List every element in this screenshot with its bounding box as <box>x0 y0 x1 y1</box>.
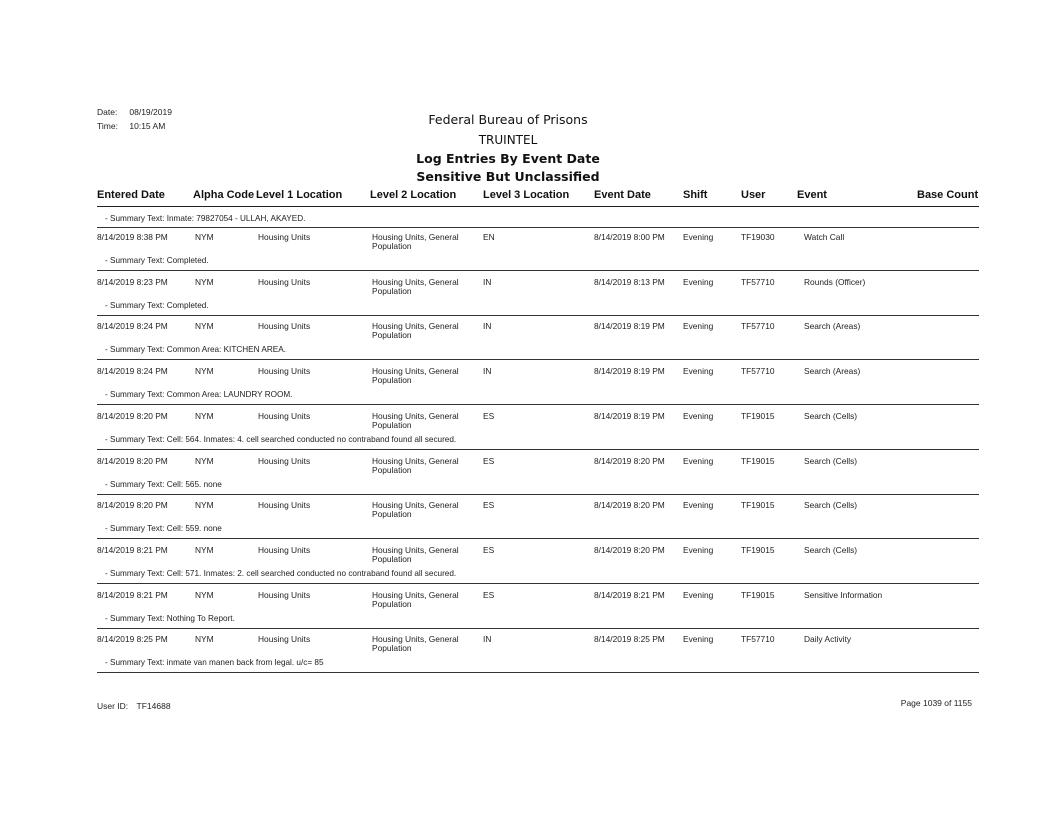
entered-date-cell: 8/14/2019 8:23 PM <box>97 276 168 287</box>
user-cell: TF19015 <box>741 410 775 421</box>
alpha-code-cell: NYM <box>195 366 214 377</box>
row-divider <box>97 227 979 228</box>
shift-cell: Evening <box>683 544 714 555</box>
shift-cell: Evening <box>683 455 714 466</box>
user-cell: TF19030 <box>741 232 775 242</box>
summary-text: - Summary Text: Common Area: LAUNDRY ROOM. <box>105 390 293 400</box>
user-cell: TF19015 <box>741 500 775 511</box>
entered-date-cell: 8/14/2019 8:38 PM <box>97 232 168 242</box>
event-date-cell: 8/14/2019 8:25 PM <box>594 634 665 645</box>
entered-date-cell: 8/14/2019 8:21 PM <box>97 589 168 600</box>
level2-location-cell-line2: Population <box>372 241 412 251</box>
event-cell: Search (Cells) <box>804 544 858 555</box>
footer-user-label: User ID: <box>97 701 129 711</box>
page-number: Page 1039 of 1155 <box>900 698 972 708</box>
row-divider <box>97 494 979 495</box>
alpha-code-cell: NYM <box>195 321 214 332</box>
top-summary: - Summary Text: Inmate: 79827054 - ULLAH, AKAYED. <box>105 214 306 223</box>
row-divider <box>97 449 979 450</box>
level1-location-cell: Housing Units <box>258 500 311 511</box>
event-date-cell: 8/14/2019 8:19 PM <box>594 321 665 332</box>
level2-location-cell: Housing Units, General <box>372 544 459 555</box>
level3-location-cell: IN <box>483 366 492 377</box>
col-shift: Shift <box>683 189 708 201</box>
event-date-cell: 8/14/2019 8:20 PM <box>594 544 665 555</box>
user-cell: TF19015 <box>741 589 775 600</box>
level2-location-cell: Housing Units, General <box>372 410 459 421</box>
level3-location-cell: IN <box>483 276 492 287</box>
summary-text: - Summary Text: Completed. <box>105 256 209 265</box>
shift-cell: Evening <box>683 634 714 645</box>
col-event-date: Event Date <box>594 189 651 201</box>
event-cell: Search (Cells) <box>804 455 858 466</box>
alpha-code-cell: NYM <box>195 232 214 242</box>
summary-text: - Summary Text: Nothing To Report. <box>105 613 235 623</box>
level2-location-cell: Housing Units, General <box>372 589 459 600</box>
row-divider <box>97 538 979 539</box>
level3-location-cell: ES <box>483 589 495 600</box>
row-divider <box>97 628 979 629</box>
shift-cell: Evening <box>683 500 714 511</box>
level2-location-cell: Housing Units, General <box>372 366 459 377</box>
level3-location-cell: IN <box>483 321 492 332</box>
level2-location-cell-line2: Population <box>372 643 412 654</box>
level3-location-cell: ES <box>483 544 495 555</box>
col-user: User <box>741 189 766 201</box>
user-cell: TF19015 <box>741 455 775 466</box>
summary-text: - Summary Text: Cell: 565. none <box>105 479 222 489</box>
alpha-code-cell: NYM <box>195 410 214 421</box>
alpha-code-cell: NYM <box>195 500 214 511</box>
event-cell: Watch Call <box>804 232 845 242</box>
level2-location-cell-line2: Population <box>372 375 412 386</box>
event-date-cell: 8/14/2019 8:20 PM <box>594 500 665 511</box>
row-divider <box>97 315 979 316</box>
event-cell: Search (Areas) <box>804 366 861 377</box>
summary-text: - Summary Text: inmate van manen back from legal. u/c= 85 <box>105 658 324 668</box>
level2-location-cell-line2: Population <box>372 598 412 609</box>
user-cell: TF57710 <box>741 321 775 332</box>
summary-text: - Summary Text: Cell: 559. none <box>105 524 222 534</box>
level2-location-cell: Housing Units, General <box>372 321 459 332</box>
level2-location-cell: Housing Units, General <box>372 500 459 511</box>
summary-text: - Summary Text: Common Area: KITCHEN AREA. <box>105 345 286 355</box>
event-cell: Daily Activity <box>804 634 852 645</box>
summary-text: - Summary Text: Cell: 571. Inmates: 2. cell searched conducted no contraband found all secured. <box>105 568 457 578</box>
report-system: TRUINTEL <box>478 133 538 147</box>
level3-location-cell: EN <box>483 232 495 242</box>
user-cell: TF19015 <box>741 544 775 555</box>
event-date-cell: 8/14/2019 8:19 PM <box>594 366 665 377</box>
level2-location-cell: Housing Units, General <box>372 455 459 466</box>
level2-location-cell-line2: Population <box>372 509 412 520</box>
row-divider <box>97 404 979 405</box>
event-date-cell: 8/14/2019 8:00 PM <box>594 232 665 242</box>
user-cell: TF57710 <box>741 276 775 287</box>
date-value: 08/19/2019 <box>129 107 172 117</box>
level3-location-cell: ES <box>483 455 495 466</box>
col-base-count: Base Count <box>917 189 979 201</box>
level2-location-cell: Housing Units, General <box>372 276 459 287</box>
level2-location-cell: Housing Units, General <box>372 634 459 645</box>
col-alpha-code: Alpha Code <box>193 189 255 201</box>
alpha-code-cell: NYM <box>195 634 214 645</box>
col-entered-date: Entered Date <box>97 189 165 201</box>
event-cell: Sensitive Information <box>804 589 883 600</box>
alpha-code-cell: NYM <box>195 276 214 287</box>
date-label: Date: <box>97 107 118 117</box>
level3-location-cell: IN <box>483 634 492 645</box>
summary-text: - Summary Text: Cell: 564. Inmates: 4. cell searched conducted no contraband found all secured. <box>105 434 457 444</box>
entered-date-cell: 8/14/2019 8:20 PM <box>97 455 168 466</box>
row-divider <box>97 270 979 271</box>
shift-cell: Evening <box>683 410 714 421</box>
level2-location-cell-line2: Population <box>372 419 412 430</box>
level2-location-cell-line2: Population <box>372 330 412 341</box>
report-agency: Federal Bureau of Prisons <box>428 112 588 127</box>
event-cell: Search (Cells) <box>804 500 858 511</box>
row-divider <box>97 359 979 360</box>
time-value: 10:15 AM <box>129 121 166 131</box>
event-cell: Search (Areas) <box>804 321 861 332</box>
report-classification: Sensitive But Unclassified <box>416 169 600 184</box>
level1-location-cell: Housing Units <box>258 589 311 600</box>
footer-user <box>97 701 171 711</box>
level1-location-cell: Housing Units <box>258 366 311 377</box>
entered-date-cell: 8/14/2019 8:20 PM <box>97 410 168 421</box>
event-date-cell: 8/14/2019 8:19 PM <box>594 410 665 421</box>
shift-cell: Evening <box>683 321 714 332</box>
event-cell: Rounds (Officer) <box>804 276 866 287</box>
level2-location-cell-line2: Population <box>372 553 412 564</box>
level3-location-cell: ES <box>483 410 495 421</box>
entered-date-cell: 8/14/2019 8:24 PM <box>97 366 168 377</box>
shift-cell: Evening <box>683 232 714 242</box>
user-cell: TF57710 <box>741 634 775 645</box>
level2-location-cell-line2: Population <box>372 285 412 296</box>
level1-location-cell: Housing Units <box>258 276 311 287</box>
row-divider <box>97 672 979 673</box>
level2-location-cell-line2: Population <box>372 464 412 475</box>
event-date-cell: 8/14/2019 8:21 PM <box>594 589 665 600</box>
col-level3-location: Level 3 Location <box>483 189 570 201</box>
event-cell: Search (Cells) <box>804 410 858 421</box>
shift-cell: Evening <box>683 276 714 287</box>
entered-date-cell: 8/14/2019 8:20 PM <box>97 500 168 511</box>
shift-cell: Evening <box>683 589 714 600</box>
entered-date-cell: 8/14/2019 8:24 PM <box>97 321 168 332</box>
alpha-code-cell: NYM <box>195 455 214 466</box>
level1-location-cell: Housing Units <box>258 321 311 332</box>
level1-location-cell: Housing Units <box>258 455 311 466</box>
col-level2-location: Level 2 Location <box>370 189 457 201</box>
level1-location-cell: Housing Units <box>258 544 311 555</box>
footer-user-value: TF14688 <box>136 701 171 711</box>
time-label: Time: <box>97 121 118 131</box>
level1-location-cell: Housing Units <box>258 410 311 421</box>
entered-date-cell: 8/14/2019 8:21 PM <box>97 544 168 555</box>
col-event: Event <box>797 189 827 201</box>
level1-location-cell: Housing Units <box>258 634 311 645</box>
level3-location-cell: ES <box>483 500 495 511</box>
event-date-cell: 8/14/2019 8:20 PM <box>594 455 665 466</box>
header-rule <box>97 206 979 207</box>
event-date-cell: 8/14/2019 8:13 PM <box>594 276 665 287</box>
report-title: Log Entries By Event Date <box>416 151 600 166</box>
entered-date-cell: 8/14/2019 8:25 PM <box>97 634 168 645</box>
col-level1-location: Level 1 Location <box>256 189 343 201</box>
level2-location-cell: Housing Units, General <box>372 232 459 242</box>
alpha-code-cell: NYM <box>195 544 214 555</box>
summary-text: - Summary Text: Completed. <box>105 300 209 310</box>
user-cell: TF57710 <box>741 366 775 377</box>
shift-cell: Evening <box>683 366 714 377</box>
row-divider <box>97 583 979 584</box>
alpha-code-cell: NYM <box>195 589 214 600</box>
level1-location-cell: Housing Units <box>258 232 311 242</box>
